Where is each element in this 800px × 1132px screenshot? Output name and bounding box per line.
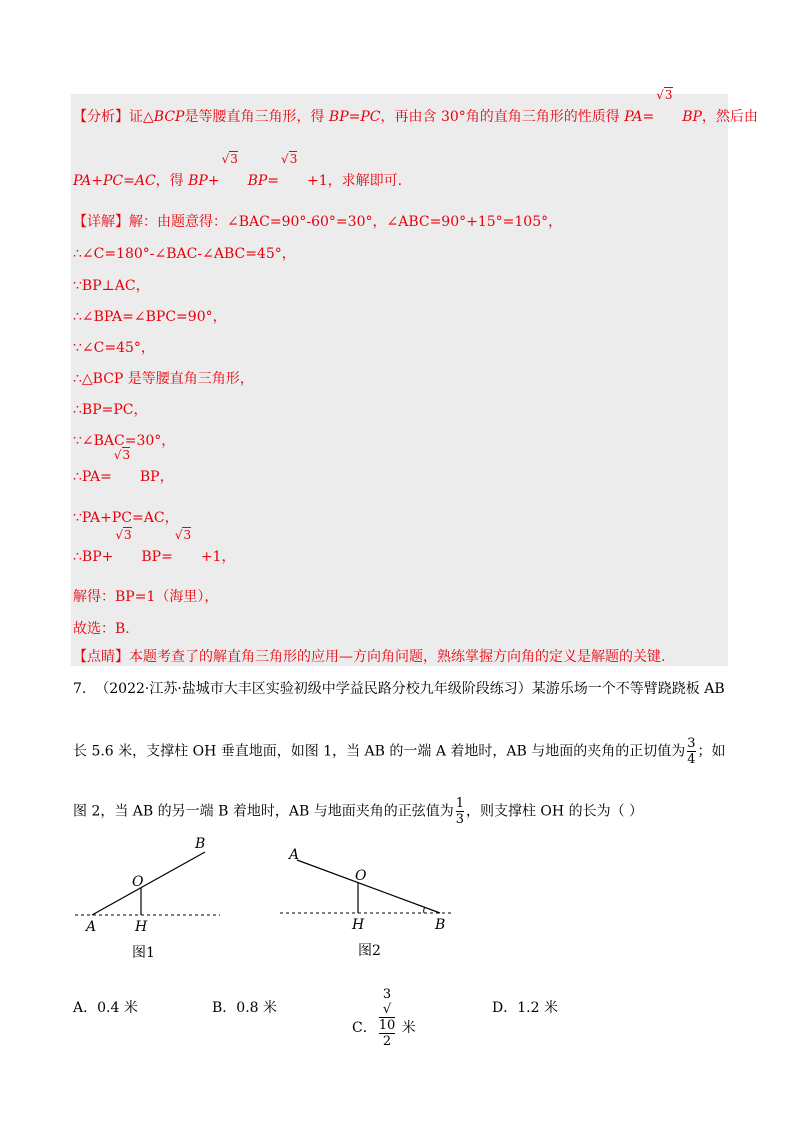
text: BP+ [188,173,220,189]
text: ∴∠C=180°-∠BAC-∠ABC=45°， [73,246,296,262]
sqrt-3: √3 [656,88,673,102]
choice-b[interactable] [212,997,277,1017]
text: B．0.8 米 [212,1000,278,1016]
radicand: 3 [289,152,298,166]
choice-c[interactable] [352,987,416,1059]
text: PA= [624,109,655,125]
text: A．0.4 米 [73,1000,138,1016]
fraction-3sqrt10-2: 3 √ 10 2 [378,987,396,1049]
text: ，然后由 [701,109,758,125]
fraction-1-3 [456,796,464,827]
sqrt-3: √3 [221,152,238,166]
denominator: 2 [379,1033,396,1049]
text: 米 [401,1020,416,1036]
label-b: B [195,836,206,852]
choice-d[interactable] [492,997,558,1017]
text: ∵∠BAC=30°， [73,433,176,449]
label-o: O [355,868,367,884]
text: +1， [200,549,236,565]
denominator: 3 [455,812,464,827]
text: ∴BP=PC， [73,402,148,418]
text: ∵PA+PC=AC， [73,510,179,526]
radicand: 3 [124,528,132,542]
label-b: B [435,917,446,933]
sqrt-3: √3 [281,152,298,166]
text: D．1.2 米 [492,1000,558,1016]
detail-tag: 【详解】 [73,214,129,230]
numerator-radicand: 10 [378,1018,396,1033]
numerator: 3 [687,736,696,751]
denominator: 4 [687,752,696,767]
text: ，得 [155,173,189,189]
analysis-line-2 [73,152,403,190]
seesaw-ab [92,852,205,915]
text: ∴BP+ [73,549,114,565]
radicand: 3 [664,88,673,102]
detail-line-1 [73,213,562,231]
text: BP= [247,173,280,189]
detail-line-3 [73,277,150,295]
angle-arc [424,907,425,913]
detail-line-4 [73,308,227,326]
text: BP， [139,469,174,485]
sqrt-3: √3 [115,528,132,542]
sqrt-3: √3 [113,448,131,462]
detail-line-11 [73,528,236,566]
text: ∴∠BPA=∠BPC=90°， [73,309,227,325]
analysis-line-1 [73,88,758,126]
detail-line-7 [73,401,147,419]
comment-tag: 【点睛】 [73,649,129,665]
numerator-coef: 3 [382,987,392,1002]
text: ∴△BCP 是等腰直角三角形， [73,371,254,387]
seesaw-ab [297,860,440,913]
numerator: 1 [455,796,464,811]
question-line-3 [73,796,643,827]
radicand: 3 [122,448,131,462]
text: 某游乐场一个不等臂跷跷板 AB [531,681,725,697]
text: 证△ [129,109,154,125]
fraction-3-4 [687,736,695,767]
label-h: H [135,919,148,935]
label-a: A [289,847,300,863]
caption: 图2 [358,943,381,959]
text: ；如 [697,743,726,760]
detail-line-10 [73,509,179,527]
question-line-1 [73,680,725,698]
text: ∵∠C=45°， [73,340,155,356]
label-a: A [86,919,97,935]
text: BP [682,109,702,125]
text: 是等腰直角三角形，得 [184,109,329,125]
text: BCP [153,109,185,125]
detail-line-5 [73,339,155,357]
comment-line [73,648,665,666]
detail-line-2 [73,245,296,263]
label-o: O [132,874,144,890]
text: 长 5.6 米，支撑柱 OH 垂直地面，如图 1，当 AB 的一端 A 着地时，AB 与地面的夹角的正切值为 [73,743,686,760]
text: ，则支撑柱 OH 的长为（ ） [465,803,644,820]
text: BP=PC [328,109,381,125]
question-source: （2022·江苏·盐城市大丰区实验初级中学益民路分校九年级阶段练习） [95,681,532,697]
text: ，再由含 30°角的直角三角形的性质得 [380,109,625,125]
text: 图 2，当 AB 的另一端 B 着地时，AB 与地面夹角的正弦值为 [73,803,454,820]
radicand: 3 [230,152,238,166]
caption: 图1 [132,945,155,961]
radicand: 3 [183,528,192,542]
text: C． [352,1020,377,1036]
detail-line-9 [73,448,174,486]
analysis-tag: 【分析】 [73,109,129,125]
label-h: H [352,917,365,933]
text: ∵BP⊥AC， [73,278,150,294]
figure-1 [70,830,230,960]
text: PA+PC=AC [73,173,156,189]
detail-line-6 [73,370,254,388]
text: ∴PA= [73,469,112,485]
text: +1，求解即可. [307,173,403,189]
figure-2 [275,840,460,960]
text: BP= [141,549,173,565]
detail-line-13 [73,620,130,638]
text: 故选：B. [73,621,130,637]
detail-line-12 [73,588,218,606]
text: 解：由题意得：∠BAC=90°-60°=30°，∠ABC=90°+15°=105°， [129,214,563,230]
text: 本题考查了的解直角三角形的应用—方向角问题，熟练掌握方向角的定义是解题的关键. [129,649,666,665]
question-line-2 [73,736,726,767]
choice-a[interactable] [73,997,138,1017]
sqrt-3: √3 [174,528,192,542]
text: 解得：BP=1（海里）， [73,589,219,605]
question-number: 7. [73,681,87,697]
